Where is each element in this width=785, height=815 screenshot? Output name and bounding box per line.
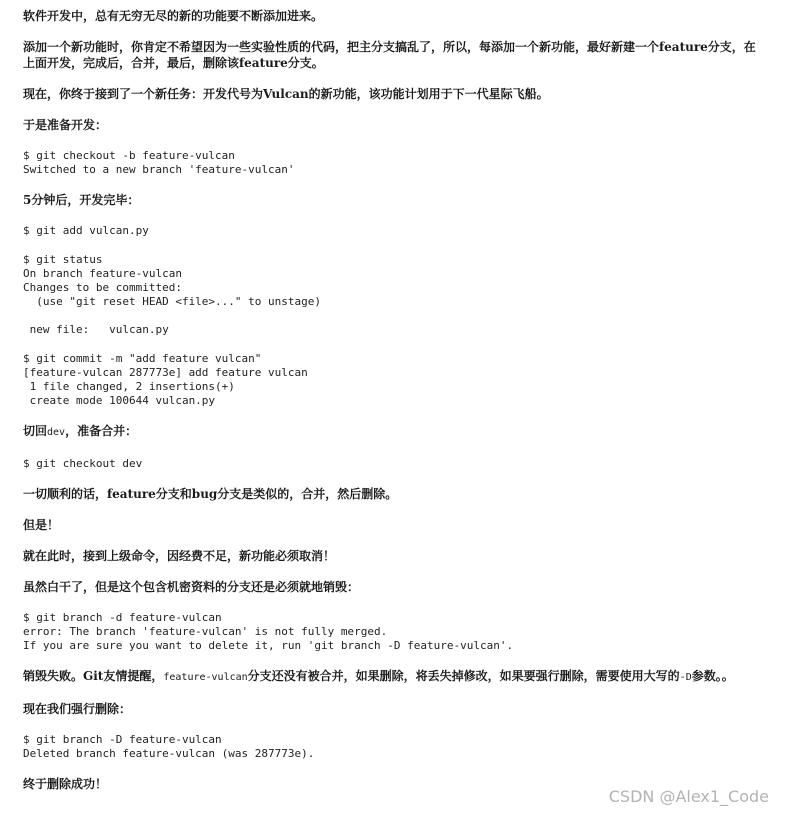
inline-code: feature-vulcan: [163, 672, 248, 683]
paragraph-delete-failed: [23, 668, 763, 686]
paragraph-switch-dev: [23, 423, 763, 441]
paragraph-success: 终于删除成功！: [23, 777, 108, 791]
code-block-checkout-new-branch: $ git checkout -b feature-vulcan Switched to a new branch 'feature-vulcan': [23, 149, 295, 176]
paragraph-cancel: 就在此时，接到上级命令，因经费不足，新功能必须取消！: [23, 549, 336, 563]
code-block-branch-D: $ git branch -D feature-vulcan Deleted branch feature-vulcan (was 287773e).: [23, 733, 315, 760]
text-segment: 分支还没有被合并，如果删除，将丢失掉修改，如果要强行删除，需要使用大写的: [247, 669, 680, 683]
paragraph-merge-delete: 一切顺利的话，feature分支和bug分支是类似的，合并，然后删除。: [23, 487, 398, 501]
code-block-branch-d: $ git branch -d feature-vulcan error: The branch 'feature-vulcan' is not fully merged. If you are sure you want to delete it, run 'git branch -D feature-vulcan'.: [23, 611, 514, 652]
csdn-watermark: CSDN @Alex1_Code: [608, 787, 769, 806]
inline-code: dev: [47, 427, 66, 438]
text-segment: 销毁失败。Git友情提醒，: [23, 669, 164, 683]
code-block-git-commit: $ git commit -m "add feature vulcan" [feature-vulcan 287773e] add feature vulcan 1 file changed, 2 insertions(+) create mode 100644 vulcan.py: [23, 352, 308, 407]
paragraph-dev-done: 5分钟后，开发完毕：: [23, 193, 140, 207]
paragraph-new-task: 现在，你终于接到了一个新任务：开发代号为Vulcan的新功能，该功能计划用于下一代星际飞船。: [23, 87, 549, 101]
paragraph-destroy: 虽然白干了，但是这个包含机密资料的分支还是必须就地销毁：: [23, 580, 360, 594]
code-block-checkout-dev: $ git checkout dev: [23, 457, 143, 470]
paragraph-force-delete: 现在我们强行删除：: [23, 702, 132, 716]
text-segment: 切回: [23, 424, 48, 438]
inline-code: -D: [679, 672, 692, 683]
paragraph-intro: 软件开发中，总有无穷无尽的新的功能要不断添加进来。: [23, 9, 324, 23]
code-block-git-add: $ git add vulcan.py: [23, 224, 149, 237]
paragraph-but: 但是！: [23, 518, 60, 532]
paragraph-prepare: 于是准备开发：: [23, 118, 108, 132]
text-segment: 参数。。: [691, 669, 734, 683]
code-block-git-status: $ git status On branch feature-vulcan Changes to be committed: (use "git reset HEAD <file>..." to unstage) new file: vulcan.py: [23, 253, 322, 336]
text-segment: ，准备合并：: [65, 424, 138, 438]
paragraph-feature-branch: 添加一个新功能时，你肯定不希望因为一些实验性质的代码，把主分支搞乱了，所以，每添加一个新功能，最好新建一个feature分支，在上面开发，完成后，合并，最后，删除该feature分支。: [23, 40, 756, 70]
article-body: [23, 8, 763, 792]
